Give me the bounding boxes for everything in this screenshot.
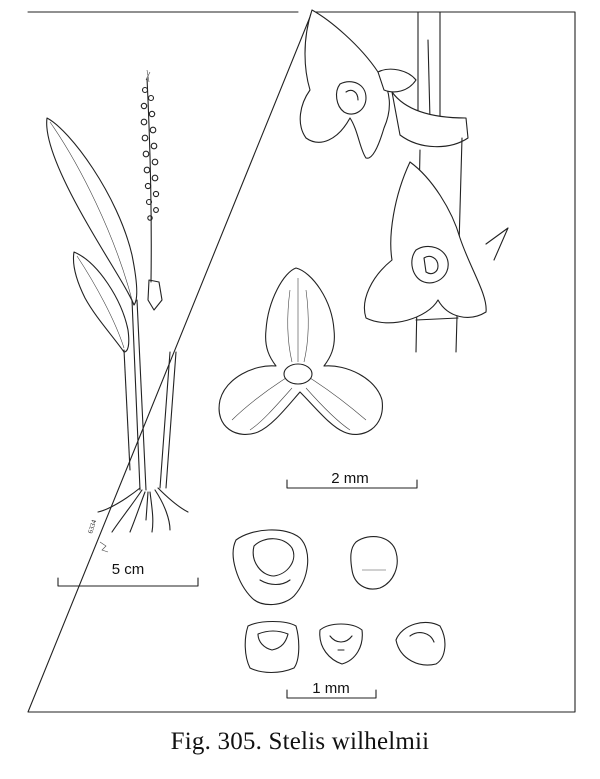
- detail-lip-side: [396, 622, 445, 665]
- scale-label-2mm: 2 mm: [331, 470, 369, 487]
- scale-label-5cm: 5 cm: [111, 561, 145, 578]
- scale-bar-5cm: [58, 561, 198, 586]
- detail-lip-back: [320, 624, 363, 664]
- habit-drawing: [47, 70, 188, 552]
- flowers-on-stem: [300, 10, 508, 352]
- inflorescence-stalk: [147, 78, 151, 282]
- scale-bar-1mm: [287, 680, 376, 698]
- detail-petal: [351, 537, 397, 589]
- collector-mark: 6334: [86, 518, 99, 535]
- detail-column-petals: [233, 530, 308, 605]
- scale-bar-2mm: [287, 470, 417, 488]
- flower-column: [284, 364, 312, 384]
- lower-flower: [364, 162, 486, 323]
- flower-front-view: [219, 268, 382, 434]
- roots: [98, 488, 188, 532]
- detail-lip-front: [245, 622, 299, 673]
- figure-caption: Fig. 305. Stelis wilhelmii: [170, 728, 430, 755]
- scale-label-1mm: 1 mm: [312, 680, 350, 697]
